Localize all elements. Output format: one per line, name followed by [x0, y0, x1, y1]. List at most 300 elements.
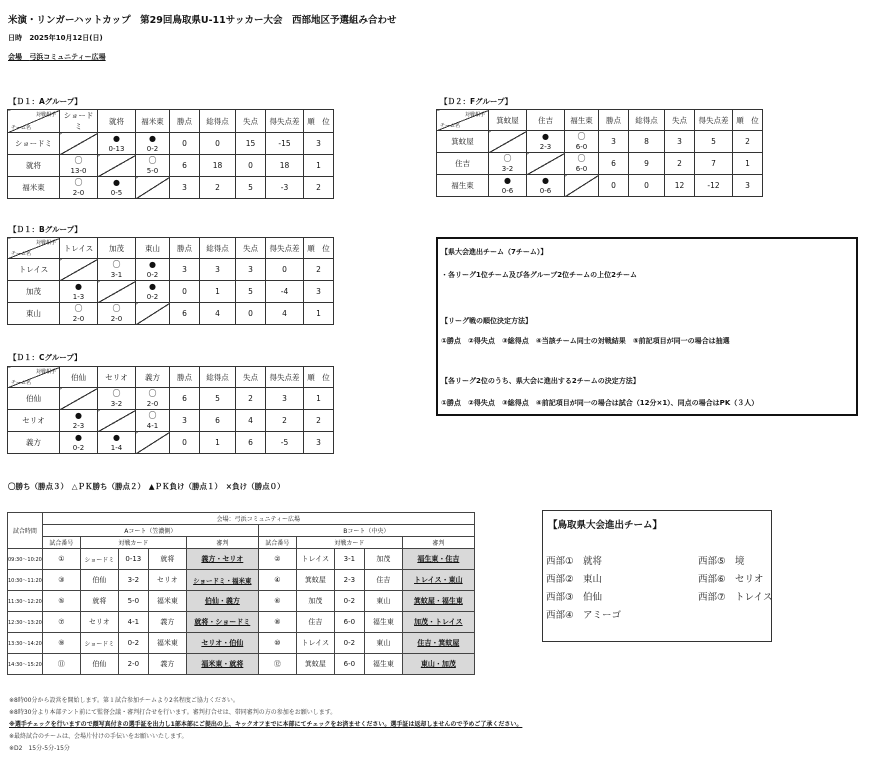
team-name: 就将 [8, 155, 60, 177]
win-mark: 〇 [148, 411, 157, 420]
opponent-label: 対戦相手 [464, 112, 485, 118]
match-score: 5-0 [146, 167, 159, 175]
stat-value: 1 [733, 153, 763, 175]
self-match-cell [98, 155, 136, 177]
match-score: 1-3 [72, 293, 85, 301]
team-name: 福生東 [437, 175, 489, 197]
venue-line [8, 52, 106, 62]
stat-header: 勝点 [170, 110, 200, 133]
stat-header: 順 位 [304, 367, 334, 388]
league-table [7, 366, 334, 454]
group-f-label: 【Ｄ２：Fグループ】 [440, 97, 513, 106]
stat-value: 15 [236, 133, 266, 155]
advancing-team: 西部⑥ セリオ [698, 574, 764, 585]
rules-heading-second: 【各リーグ2位のうち、県大会に進出する2チームの決定方法】 [441, 377, 640, 385]
stat-value: 5 [695, 131, 733, 153]
match-time: 13:30〜14:20 [8, 633, 43, 654]
match-score: 0-5 [110, 189, 123, 197]
opponent-header: トレイス [60, 238, 98, 259]
home-team: 伯仙 [80, 654, 118, 675]
team-name-label: チーム名 [11, 380, 32, 386]
stat-value: 3 [170, 177, 200, 199]
referee-header-a: 審判 [186, 537, 258, 549]
stat-value: 0 [266, 259, 304, 281]
loss-mark: ● [542, 132, 549, 141]
match-result-cell [60, 177, 98, 199]
match-number: ③ [42, 570, 80, 591]
match-no-header-a: 試合番号 [42, 537, 80, 549]
loss-mark: ● [149, 134, 156, 143]
stat-value: 8 [629, 131, 665, 153]
match-score: 2-0 [72, 189, 85, 197]
group-c-label: 【Ｄ１：Cグループ】 [9, 353, 82, 362]
stat-value: 6 [170, 155, 200, 177]
stat-value: 3 [304, 281, 334, 303]
referee-teams: ショードミ・福米東 [186, 570, 258, 591]
team-name: 東山 [8, 303, 60, 325]
stat-value: 0 [236, 303, 266, 325]
match-result-cell [98, 388, 136, 410]
league-table [7, 237, 334, 325]
match-number: ⑥ [258, 591, 296, 612]
match-result-cell [489, 153, 527, 175]
stat-value: -4 [266, 281, 304, 303]
schedule-row [8, 591, 475, 612]
match-time: 09:30〜10:20 [8, 549, 43, 570]
schedule-row [8, 654, 475, 675]
match-result-cell [489, 175, 527, 197]
match-score: 0-13 [108, 145, 125, 153]
stat-header: 失点 [236, 238, 266, 259]
stat-header: 総得点 [200, 367, 236, 388]
match-time: 12:30〜13:20 [8, 612, 43, 633]
match-score: 3-2 [118, 570, 148, 591]
stat-value: 5 [236, 281, 266, 303]
opponent-header: 就将 [98, 110, 136, 133]
match-result-cell [136, 155, 170, 177]
team-row [8, 259, 334, 281]
stat-value: 2 [304, 177, 334, 199]
date-line [8, 33, 103, 43]
home-team: 箕蚊屋 [296, 570, 334, 591]
court-b-header: Bコート（中央） [258, 525, 474, 537]
note-line: ※最終試合のチームは、会場片付けの手伝いをお願いいたします。 [9, 733, 188, 740]
referee-teams: トレイス・東山 [402, 570, 474, 591]
stat-value: 0 [200, 133, 236, 155]
stat-value: 0 [236, 155, 266, 177]
away-team: 福生東 [364, 654, 402, 675]
match-score: 2-0 [72, 315, 85, 323]
loss-mark: ● [113, 433, 120, 442]
stat-value: 2 [304, 410, 334, 432]
loss-mark: ● [149, 282, 156, 291]
opponent-header: セリオ [98, 367, 136, 388]
away-team: 加茂 [364, 549, 402, 570]
stat-value: 4 [266, 303, 304, 325]
stat-header: 総得点 [200, 110, 236, 133]
match-score: 0-2 [334, 633, 364, 654]
stat-value: 2 [266, 410, 304, 432]
match-score: 4-1 [146, 422, 159, 430]
points-legend: 〇勝ち（勝点３） △ＰＫ勝ち（勝点２） ▲ＰＫ負け（勝点１） ×負け（勝点０） [8, 482, 285, 491]
time-header: 試合時間 [8, 513, 43, 549]
stat-header: 失点 [236, 367, 266, 388]
match-number: ⑧ [258, 612, 296, 633]
match-result-cell [60, 410, 98, 432]
self-match-cell [136, 303, 170, 325]
referee-teams: 東山・加茂 [402, 654, 474, 675]
referee-teams: 就将・ショードミ [186, 612, 258, 633]
opponent-header: 加茂 [98, 238, 136, 259]
match-time: 14:30〜15:20 [8, 654, 43, 675]
match-score: 0-13 [118, 549, 148, 570]
win-mark: 〇 [577, 132, 586, 141]
match-result-cell [98, 133, 136, 155]
team-name: 住吉 [437, 153, 489, 175]
stat-value: -3 [266, 177, 304, 199]
loss-mark: ● [542, 176, 549, 185]
advancing-teams-box [542, 510, 772, 642]
self-match-cell [98, 410, 136, 432]
self-match-cell [527, 153, 565, 175]
note-line: ※8時30分より本部テント前にて監督会議・審判打合せを行います。審判打合せは、帯同審判の方の参加をお願いします。 [9, 709, 337, 716]
match-result-cell [527, 175, 565, 197]
match-number: ⑦ [42, 612, 80, 633]
opponent-header: 箕蚊屋 [489, 110, 527, 131]
match-score: 0-2 [334, 591, 364, 612]
home-team: 加茂 [296, 591, 334, 612]
rules-heading-advance: 【県大会進出チーム（7チーム）】 [441, 248, 548, 256]
rules-line-advance: ・各リーグ1位チーム及び各グループ2位チームの上位2チーム [441, 271, 638, 279]
team-name: トレイス [8, 259, 60, 281]
stat-value: 3 [266, 388, 304, 410]
referee-header-b: 審判 [402, 537, 474, 549]
self-match-cell [489, 131, 527, 153]
self-match-cell [60, 259, 98, 281]
league-table [436, 109, 763, 197]
rules-line-second: ①勝点 ②得失点 ③総得点 ④前記項目が同一の場合は試合（12分×1）、同点の場合はPK（３人） [441, 399, 759, 407]
team-name: 伯仙 [8, 388, 60, 410]
stat-value: 4 [200, 303, 236, 325]
stat-value: 18 [200, 155, 236, 177]
venue-value: 弓浜コミュニティー広場 [29, 53, 106, 61]
opponent-label: 対戦相手 [35, 112, 56, 118]
stat-value: 3 [170, 410, 200, 432]
stat-value: 3 [733, 175, 763, 197]
stat-value: 0 [170, 281, 200, 303]
team-name: セリオ [8, 410, 60, 432]
away-team: 義方 [148, 654, 186, 675]
match-score: 0-6 [539, 187, 552, 195]
match-score: 0-2 [118, 633, 148, 654]
match-score: 0-6 [501, 187, 514, 195]
win-mark: 〇 [112, 304, 121, 313]
loss-mark: ● [75, 282, 82, 291]
referee-teams: 加茂・トレイス [402, 612, 474, 633]
match-result-cell [60, 432, 98, 454]
group-b-label: 【Ｄ１：Bグループ】 [9, 225, 82, 234]
team-name-label: チーム名 [11, 251, 32, 257]
opponent-label: 対戦相手 [35, 240, 56, 246]
stat-value: 3 [170, 259, 200, 281]
referee-teams: 伯仙・義方 [186, 591, 258, 612]
match-score: 2-0 [110, 315, 123, 323]
match-number: ⑪ [42, 654, 80, 675]
match-result-cell [565, 131, 599, 153]
stat-value: 1 [304, 303, 334, 325]
advancing-team: 西部⑦ トレイス [698, 592, 773, 603]
away-team: 住吉 [364, 570, 402, 591]
loss-mark: ● [149, 260, 156, 269]
stat-value: 6 [599, 153, 629, 175]
win-mark: 〇 [74, 178, 83, 187]
stat-header: 得失点差 [695, 110, 733, 131]
match-score: 0-2 [146, 145, 159, 153]
loss-mark: ● [75, 433, 82, 442]
match-result-cell [98, 259, 136, 281]
team-row [437, 153, 763, 175]
stat-value: 6 [236, 432, 266, 454]
stat-value: 5 [200, 388, 236, 410]
advancing-team: 西部① 就将 [546, 556, 603, 567]
date-value: 2025年10月12日(日) [29, 34, 103, 42]
loss-mark: ● [113, 178, 120, 187]
match-result-cell [98, 303, 136, 325]
stat-value: 3 [236, 259, 266, 281]
stat-value: -5 [266, 432, 304, 454]
match-number: ② [258, 549, 296, 570]
win-mark: 〇 [112, 389, 121, 398]
self-match-cell [98, 281, 136, 303]
match-score: 5-0 [118, 591, 148, 612]
self-match-cell [565, 175, 599, 197]
match-score: 13-0 [70, 167, 87, 175]
team-name: ショードミ [8, 133, 60, 155]
group-a-label: 【Ｄ１：Aグループ】 [9, 97, 82, 106]
win-mark: 〇 [74, 304, 83, 313]
match-score: 3-2 [110, 400, 123, 408]
match-score: 3-2 [501, 165, 514, 173]
stat-value: 3 [665, 131, 695, 153]
home-team: ショードミ [80, 633, 118, 654]
stat-value: 4 [236, 410, 266, 432]
team-row [8, 133, 334, 155]
stat-value: 3 [304, 133, 334, 155]
stat-value: 6 [170, 388, 200, 410]
team-row [8, 410, 334, 432]
corner-header [8, 238, 60, 259]
match-result-cell [136, 410, 170, 432]
stat-value: 1 [200, 432, 236, 454]
match-score: 0-2 [72, 444, 85, 452]
stat-header: 勝点 [170, 367, 200, 388]
away-team: 福米東 [148, 591, 186, 612]
match-number: ① [42, 549, 80, 570]
match-number: ④ [258, 570, 296, 591]
match-result-cell [565, 153, 599, 175]
match-score: 2-0 [146, 400, 159, 408]
advancing-team: 西部② 東山 [546, 574, 603, 585]
stat-value: 1 [304, 388, 334, 410]
venue-label: 会場 [8, 53, 22, 61]
match-score: 2-0 [118, 654, 148, 675]
stat-value: 5 [236, 177, 266, 199]
stat-value: 2 [304, 259, 334, 281]
date-label: 日時 [8, 34, 22, 42]
stat-value: 0 [629, 175, 665, 197]
match-score: 2-3 [539, 143, 552, 151]
referee-teams: 箕蚊屋・福生東 [402, 591, 474, 612]
match-result-cell [136, 259, 170, 281]
opponent-header: 東山 [136, 238, 170, 259]
home-team: トレイス [296, 549, 334, 570]
referee-teams: 福生東・住吉 [402, 549, 474, 570]
match-score: 6-0 [334, 654, 364, 675]
team-row [8, 281, 334, 303]
stat-value: -12 [695, 175, 733, 197]
stat-header: 順 位 [304, 110, 334, 133]
stat-header: 失点 [665, 110, 695, 131]
stat-value: 2 [665, 153, 695, 175]
stat-value: 7 [695, 153, 733, 175]
self-match-cell [60, 388, 98, 410]
win-mark: 〇 [148, 156, 157, 165]
league-table [7, 109, 334, 199]
stat-value: -15 [266, 133, 304, 155]
opponent-header: 福米東 [136, 110, 170, 133]
opponent-header: ショードミ [60, 110, 98, 133]
win-mark: 〇 [577, 154, 586, 163]
opponent-header: 伯仙 [60, 367, 98, 388]
team-row [8, 177, 334, 199]
loss-mark: ● [504, 176, 511, 185]
schedule-venue: 会場：弓浜コミュニティー広場 [42, 513, 474, 525]
schedule-row [8, 633, 475, 654]
home-team: ショードミ [80, 549, 118, 570]
team-name: 加茂 [8, 281, 60, 303]
match-result-cell [527, 131, 565, 153]
home-team: 住吉 [296, 612, 334, 633]
away-team: 就将 [148, 549, 186, 570]
self-match-cell [136, 432, 170, 454]
team-row [8, 388, 334, 410]
match-result-cell [60, 155, 98, 177]
advancing-team: 西部⑤ 境 [698, 556, 745, 567]
stat-value: 0 [170, 133, 200, 155]
opponent-header: 住吉 [527, 110, 565, 131]
stat-value: 1 [304, 155, 334, 177]
stat-value: 0 [599, 175, 629, 197]
opponent-label: 対戦相手 [35, 369, 56, 375]
win-mark: 〇 [503, 154, 512, 163]
stat-value: 3 [599, 131, 629, 153]
match-number: ⑫ [258, 654, 296, 675]
stat-value: 0 [170, 432, 200, 454]
match-result-cell [136, 133, 170, 155]
advancing-team: 西部③ 伯仙 [546, 592, 603, 603]
stat-header: 勝点 [599, 110, 629, 131]
match-time: 10:30〜11:20 [8, 570, 43, 591]
stat-value: 18 [266, 155, 304, 177]
away-team: 福米東 [148, 633, 186, 654]
win-mark: 〇 [112, 260, 121, 269]
stat-header: 得失点差 [266, 238, 304, 259]
stat-header: 順 位 [304, 238, 334, 259]
match-result-cell [98, 432, 136, 454]
match-number: ⑨ [42, 633, 80, 654]
schedule-row [8, 549, 475, 570]
stat-value: 2 [200, 177, 236, 199]
stat-value: 12 [665, 175, 695, 197]
schedule-row [8, 612, 475, 633]
match-score: 0-2 [146, 293, 159, 301]
team-row [437, 175, 763, 197]
stat-header: 失点 [236, 110, 266, 133]
page-title: 米演・リンガーハットカップ 第29回鳥取県U-11サッカー大会 西部地区予選組み合わせ [8, 15, 397, 26]
match-result-cell [60, 281, 98, 303]
match-result-cell [136, 388, 170, 410]
away-team: 東山 [364, 633, 402, 654]
stat-header: 得失点差 [266, 367, 304, 388]
self-match-cell [136, 177, 170, 199]
rules-line-ranking: ①勝点 ②得失点 ③総得点 ④当該チーム同士の対戦結果 ⑤前記項目が同一の場合は抽選 [441, 337, 730, 345]
match-score: 4-1 [118, 612, 148, 633]
team-row [8, 432, 334, 454]
away-team: 義方 [148, 612, 186, 633]
match-score: 1-4 [110, 444, 123, 452]
win-mark: 〇 [148, 389, 157, 398]
corner-header [8, 367, 60, 388]
advancing-team: 西部④ アミーゴ [546, 610, 622, 621]
match-score: 2-3 [72, 422, 85, 430]
loss-mark: ● [113, 134, 120, 143]
home-team: トレイス [296, 633, 334, 654]
match-score: 2-3 [334, 570, 364, 591]
stat-value: 2 [733, 131, 763, 153]
stat-header: 総得点 [200, 238, 236, 259]
referee-teams: 福米東・就将 [186, 654, 258, 675]
stat-value: 6 [170, 303, 200, 325]
note-line: ※選手チェックを行いますので顔写真付きの選手証を出力し1部本部にご提出の上、キックオフまでに本部にてチェックをお済ませください。選手証は返却しませんので予めご了承ください。 [9, 721, 523, 728]
home-team: 伯仙 [80, 570, 118, 591]
card-header-a: 対戦カード [80, 537, 186, 549]
stat-value: 6 [200, 410, 236, 432]
team-name: 福米東 [8, 177, 60, 199]
advancing-title: 【鳥取県大会進出チーム】 [548, 520, 663, 531]
team-row [8, 155, 334, 177]
stat-header: 勝点 [170, 238, 200, 259]
match-number: ⑩ [258, 633, 296, 654]
referee-teams: 義方・セリオ [186, 549, 258, 570]
card-header-b: 対戦カード [296, 537, 402, 549]
match-score: 3-1 [110, 271, 123, 279]
referee-teams: 住吉・箕蚊屋 [402, 633, 474, 654]
away-team: セリオ [148, 570, 186, 591]
rules-heading-ranking: 【リーグ戦の順位決定方法】 [441, 317, 532, 325]
rules-box [436, 237, 858, 416]
match-score: 6-0 [334, 612, 364, 633]
self-match-cell [60, 133, 98, 155]
schedule-row [8, 570, 475, 591]
match-result-cell [98, 177, 136, 199]
schedule-table [7, 512, 475, 675]
team-name: 箕蚊屋 [437, 131, 489, 153]
match-time: 11:30〜12:20 [8, 591, 43, 612]
court-a-header: Aコート（笠濃側） [42, 525, 258, 537]
stat-value: 9 [629, 153, 665, 175]
home-team: 就将 [80, 591, 118, 612]
referee-teams: セリオ・伯仙 [186, 633, 258, 654]
